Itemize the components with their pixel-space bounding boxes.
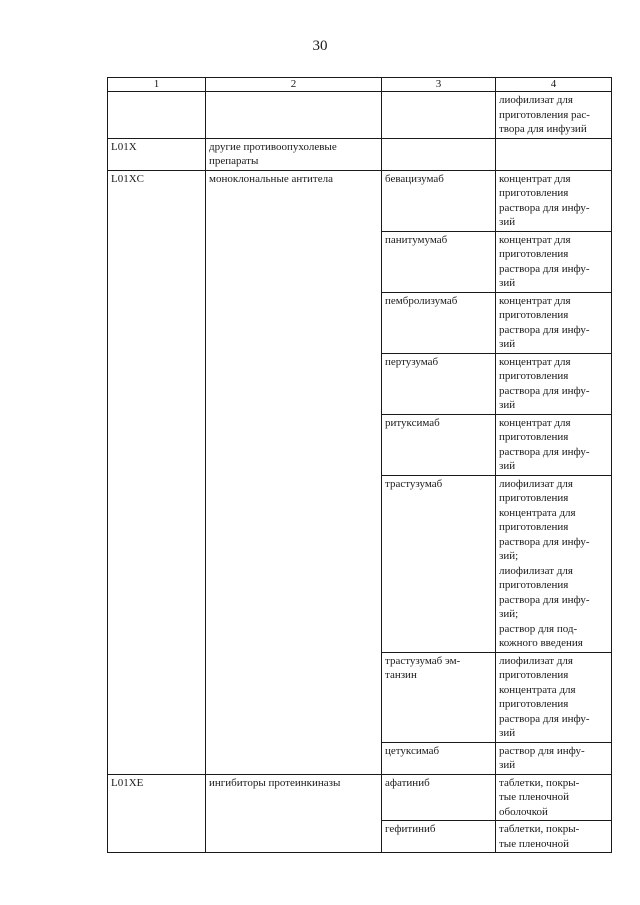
drug-name-cell: панитумумаб (382, 231, 496, 292)
group-cell: другие противоопухолевые препараты (206, 138, 382, 170)
page-number: 30 (312, 38, 328, 54)
dosage-form-cell: концентрат для приготовления раствора для инфу- зий (496, 231, 612, 292)
drug-name-cell: бевацизумаб (382, 170, 496, 231)
drug-name-cell: пембролизумаб (382, 292, 496, 353)
table-row-l01xe (108, 774, 612, 821)
table-row-l01x (108, 138, 612, 170)
dosage-form-cell: концентрат для приготовления раствора для инфу- зий (496, 170, 612, 231)
drug-name-cell: ритуксимаб (382, 414, 496, 475)
code-cell: L01X (108, 138, 206, 170)
table-row-continuation (108, 92, 612, 139)
dosage-form-cell: лиофилизат для приготовления концентрата для приготовления раствора для инфу- зий (496, 652, 612, 742)
drug-name-cell: гефитиниб (382, 821, 496, 853)
group-cell: моноклональные антитела (206, 170, 382, 774)
dosage-form-cell (496, 138, 612, 170)
table-row-l01xc (108, 170, 612, 231)
group-cell: ингибиторы протеинкиназы (206, 774, 382, 853)
dosage-form-cell: концентрат для приготовления раствора для инфу- зий (496, 292, 612, 353)
drug-name-cell: пертузумаб (382, 353, 496, 414)
drug-name-cell (382, 138, 496, 170)
column-header-4: 4 (496, 78, 612, 92)
drug-name-cell: цетуксимаб (382, 742, 496, 774)
dosage-form-cell: концентрат для приготовления раствора для инфу- зий (496, 414, 612, 475)
drug-table (107, 77, 612, 853)
drug-name-cell (382, 92, 496, 139)
dosage-form-cell: лиофилизат для приготовления концентрата для приготовления раствора для инфу- зий; лиофилизат для приготовления раствора для инфу- зий; раствор для под- кожного введения (496, 475, 612, 652)
column-header-2: 2 (206, 78, 382, 92)
dosage-form-cell: раствор для инфу- зий (496, 742, 612, 774)
code-cell (108, 92, 206, 139)
drug-name-cell: афатиниб (382, 774, 496, 821)
dosage-form-cell: лиофилизат для приготовления рас- твора для инфузий (496, 92, 612, 139)
code-cell: L01XE (108, 774, 206, 853)
dosage-form-cell: концентрат для приготовления раствора для инфу- зий (496, 353, 612, 414)
dosage-form-cell: таблетки, покры- тые пленочной оболочкой (496, 774, 612, 821)
column-header-3: 3 (382, 78, 496, 92)
drug-name-cell: трастузумаб (382, 475, 496, 652)
column-header-1: 1 (108, 78, 206, 92)
table-header-row (108, 78, 612, 92)
code-cell: L01XC (108, 170, 206, 774)
dosage-form-cell: таблетки, покры- тые пленочной (496, 821, 612, 853)
drug-name-cell: трастузумаб эм- танзин (382, 652, 496, 742)
group-cell (206, 92, 382, 139)
